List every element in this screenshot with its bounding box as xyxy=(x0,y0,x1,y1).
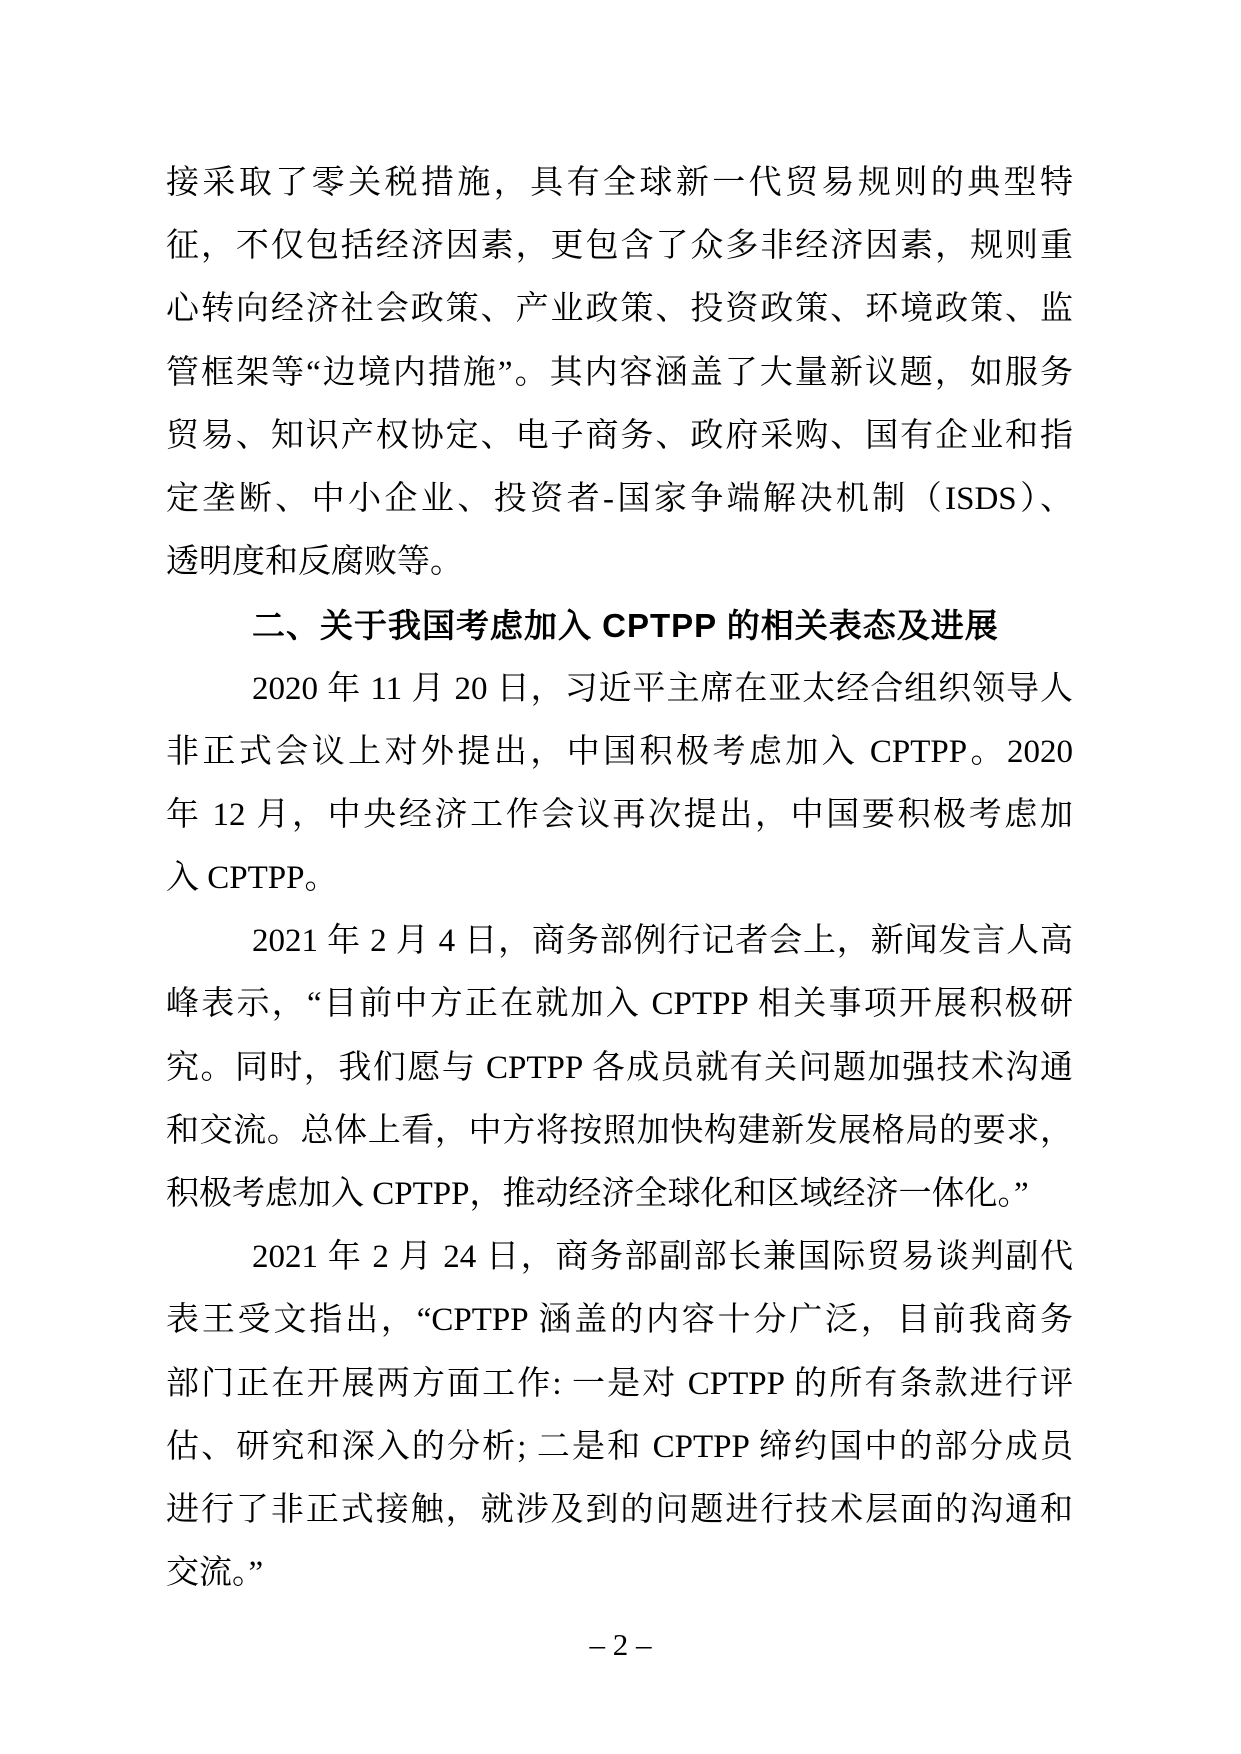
page-number: – 2 – xyxy=(589,1627,652,1662)
text-line: 2021 年 2 月 24 日，商务部副部长兼国际贸易谈判副代 xyxy=(252,1239,1073,1276)
text-line: 部门正在开展两方面工作: 一是对 CPTPP 的所有条款进行评 xyxy=(166,1365,1073,1402)
text-line: 进行了非正式接触，就涉及到的问题进行技术层面的沟通和 xyxy=(166,1491,1073,1528)
text-line: 入 CPTPP。 xyxy=(166,860,338,897)
text-line: 究。同时，我们愿与 CPTPP 各成员就有关问题加强技术沟通 xyxy=(166,1049,1073,1086)
text-line: 表王受文指出，“CPTPP 涵盖的内容十分广泛，目前我商务 xyxy=(166,1302,1073,1339)
page-footer xyxy=(0,1624,1241,1666)
text-line: 征，不仅包括经济因素，更包含了众多非经济因素，规则重 xyxy=(166,228,1073,265)
heading-line: 二、关于我国考虑加入 CPTPP 的相关表态及进展 xyxy=(252,607,999,645)
text-line: 接采取了零关税措施，具有全球新一代贸易规则的典型特 xyxy=(166,165,1073,201)
text-line: 管框架等“边境内措施”。其内容涵盖了大量新议题，如服务 xyxy=(166,354,1073,391)
text-line: 非正式会议上对外提出，中国积极考虑加入 CPTPP。2020 xyxy=(166,733,1073,770)
text-line: 估、研究和深入的分析; 二是和 CPTPP 缔约国中的部分成员 xyxy=(166,1428,1073,1465)
text-line: 和交流。总体上看，中方将按照加快构建新发展格局的要求， xyxy=(166,1112,1073,1149)
text-line: 年 12 月，中央经济工作会议再次提出，中国要积极考虑加 xyxy=(166,796,1073,833)
heading-section-two xyxy=(166,594,1073,657)
text-line: 心转向经济社会政策、产业政策、投资政策、环境政策、监 xyxy=(166,291,1073,328)
text-line: 峰表示，“目前中方正在就加入 CPTPP 相关事项开展积极研 xyxy=(166,986,1073,1023)
paragraph-2020-statements xyxy=(166,658,1073,911)
text-line: 积极考虑加入 CPTPP，推动经济全球化和区域经济一体化。” xyxy=(166,1176,1029,1212)
paragraph-2021-02-24-wangshouwen xyxy=(166,1226,1073,1605)
paragraph-cptpp-rules-continued xyxy=(166,152,1073,594)
text-line: 2020 年 11 月 20 日，习近平主席在亚太经合组织领导人 xyxy=(252,670,1073,707)
text-line: 贸易、知识产权协定、电子商务、政府采购、国有企业和指 xyxy=(166,417,1073,454)
paragraph-2021-02-04-gaofeng xyxy=(166,910,1073,1226)
document-body xyxy=(166,152,1073,1605)
text-line: 定垄断、中小企业、投资者-国家争端解决机制（ISDS）、 xyxy=(166,480,1073,517)
text-line: 2021 年 2 月 4 日，商务部例行记者会上，新闻发言人高 xyxy=(252,923,1073,960)
text-line: 交流。” xyxy=(166,1555,264,1592)
text-line: 透明度和反腐败等。 xyxy=(166,544,463,581)
